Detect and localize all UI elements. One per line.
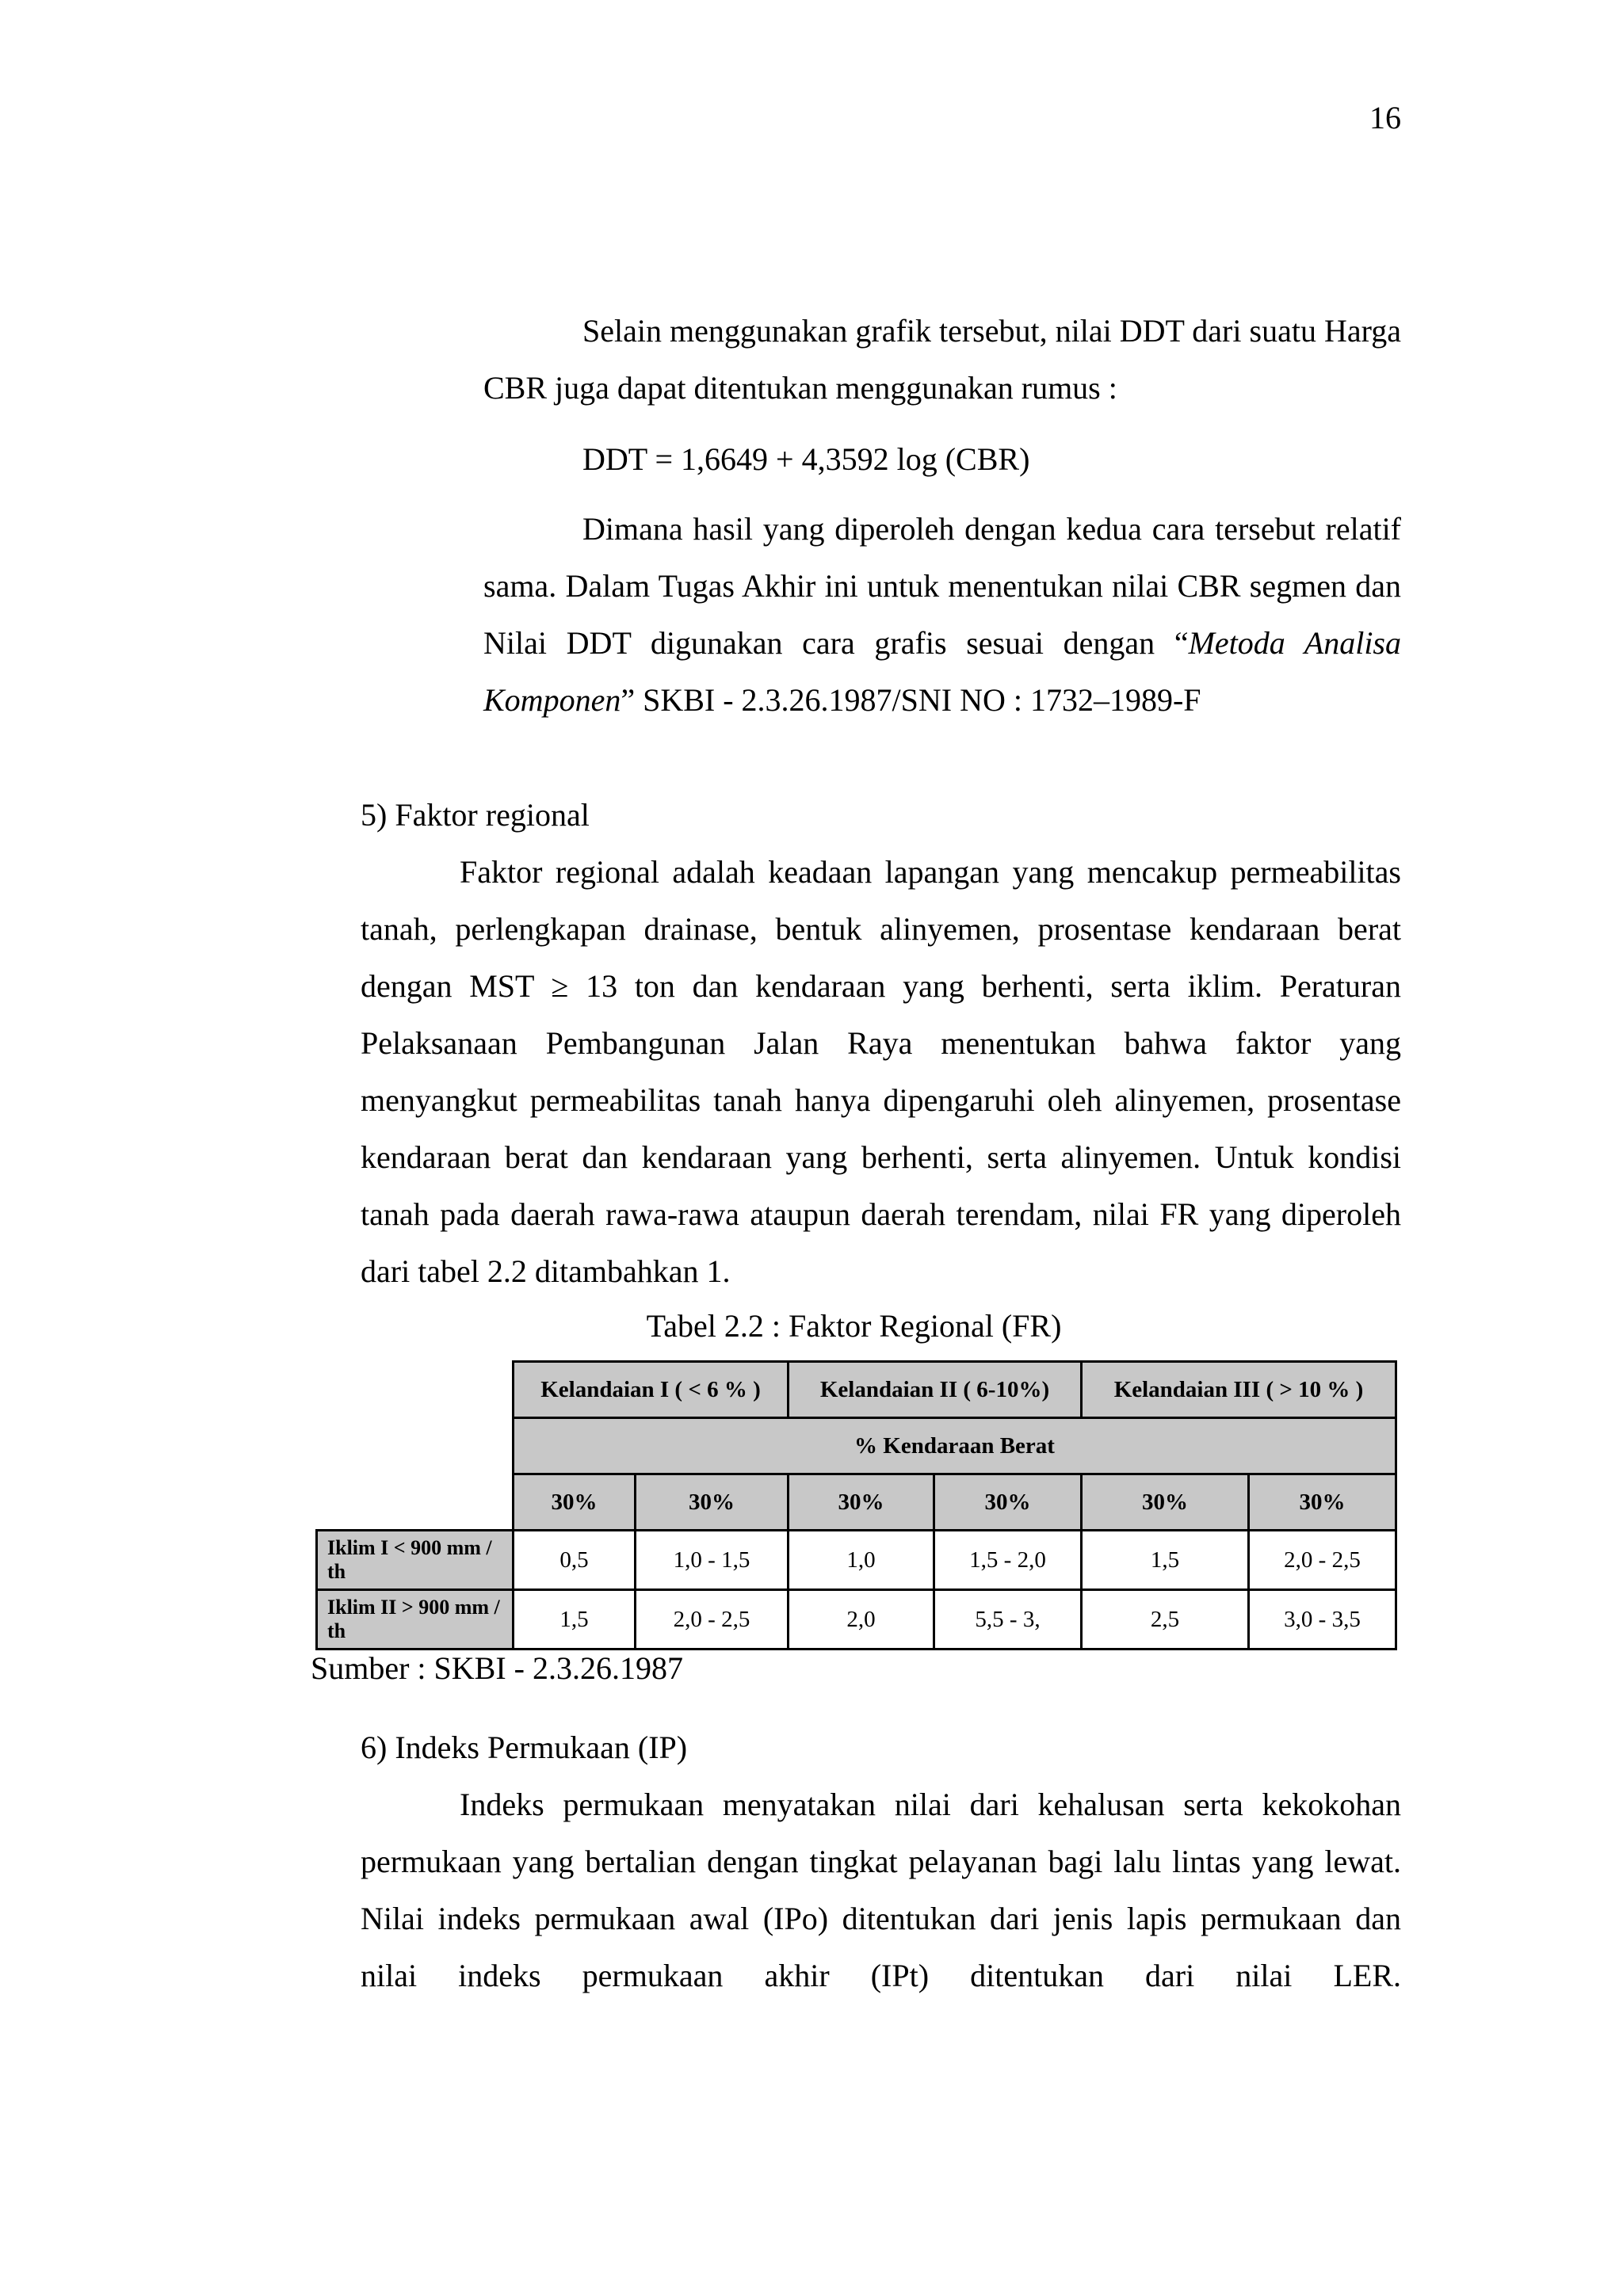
table-cell: 1,0 [789,1531,934,1590]
paragraph-text-a: Dimana hasil yang diperoleh dengan kedua cara tersebut relatif sama. Dalam Tugas Akhir ini untuk menentukan nilai CBR segmen dan Nilai DDT digunakan cara grafis sesuai dengan “ [483,511,1401,661]
header-percent: 30% [1082,1474,1249,1531]
table-cell: 5,5 - 3, [934,1590,1082,1650]
header-kendaraan-berat: % Kendaraan Berat [514,1418,1396,1474]
table-cell: 1,5 [1082,1531,1249,1590]
ddt-formula: DDT = 1,6649 + 4,3592 log (CBR) [582,441,1030,477]
header-kelandaian-3: Kelandaian III ( > 10 % ) [1082,1362,1396,1418]
page-number: 16 [1369,100,1401,135]
row-label-iklim-2: Iklim II > 900 mm / th [317,1590,514,1650]
paragraph-method-comparison [483,501,1401,729]
table-cell: 2,0 - 2,5 [1249,1531,1396,1590]
header-kelandaian-1: Kelandaian I ( < 6 % ) [514,1362,789,1418]
header-percent: 30% [1249,1474,1396,1531]
table-cell: 2,5 [1082,1590,1249,1650]
method-name-italic: Metoda Analisa Komponen [483,625,1401,718]
header-percent: 30% [514,1474,636,1531]
table-header-row-kendaraan [317,1418,1396,1474]
table-cell: 2,0 [789,1590,934,1650]
header-percent: 30% [789,1474,934,1531]
table-empty-corner [317,1418,514,1474]
table-header-row-percent [317,1474,1396,1531]
header-percent: 30% [636,1474,789,1531]
row-label-iklim-1: Iklim I < 900 mm / th [317,1531,514,1590]
faktor-regional-table [315,1360,1397,1650]
paragraph-faktor-regional: Faktor regional adalah keadaan lapangan yang mencakup permeabilitas tanah, perlengkapan drainase, bentuk alinyemen, prosentase kendaraan berat dengan MST ≥ 13 ton dan kendaraan yang berhenti, serta iklim. Peraturan Pelaksanaan Pembangunan Jalan Raya menentukan bahwa faktor yang menyangkut permeabilitas tanah hanya dipengaruhi oleh alinyemen, prosentase kendaraan berat dan kendaraan yang berhenti, serta alinyemen. Untuk kondisi tanah pada daerah rawa-rawa ataupun daerah terendam, nilai FR yang diperoleh dari tabel 2.2 ditambahkan 1. [361,854,1401,1289]
header-kelandaian-2: Kelandaian II ( 6-10%) [789,1362,1082,1418]
section-heading-indeks-permukaan: 6) Indeks Permukaan (IP) [361,1730,688,1765]
table-cell: 1,5 [514,1590,636,1650]
table-cell: 2,0 - 2,5 [636,1590,789,1650]
paragraph-indeks-permukaan: Indeks permukaan menyatakan nilai dari kehalusan serta kekokohan permukaan yang bertalian dengan tingkat pelayanan bagi lalu lintas yang lewat. Nilai indeks permukaan awal (IPo) ditentukan dari jenis lapis permukaan dan nilai indeks permukaan akhir (IPt) ditentukan dari nilai LER. [361,1787,1401,1993]
table-source: Sumber : SKBI - 2.3.26.1987 [311,1650,683,1686]
table-empty-corner [317,1362,514,1418]
table-cell: 0,5 [514,1531,636,1590]
header-percent: 30% [934,1474,1082,1531]
table-cell: 1,0 - 1,5 [636,1531,789,1590]
table-header-row-kelandaian [317,1362,1396,1418]
table-empty-corner [317,1474,514,1531]
table-cell: 3,0 - 3,5 [1249,1590,1396,1650]
section-heading-faktor-regional: 5) Faktor regional [361,797,590,833]
table-row [317,1590,1396,1650]
table-cell: 1,5 - 2,0 [934,1531,1082,1590]
table-row [317,1531,1396,1590]
paragraph-ddt-formula-intro: Selain menggunakan grafik tersebut, nilai DDT dari suatu Harga CBR juga dapat ditentukan menggunakan rumus : [483,313,1401,406]
table-caption: Tabel 2.2 : Faktor Regional (FR) [646,1308,1062,1344]
paragraph-text-b: ” SKBI - 2.3.26.1987/SNI NO : 1732–1989-F [621,682,1201,718]
